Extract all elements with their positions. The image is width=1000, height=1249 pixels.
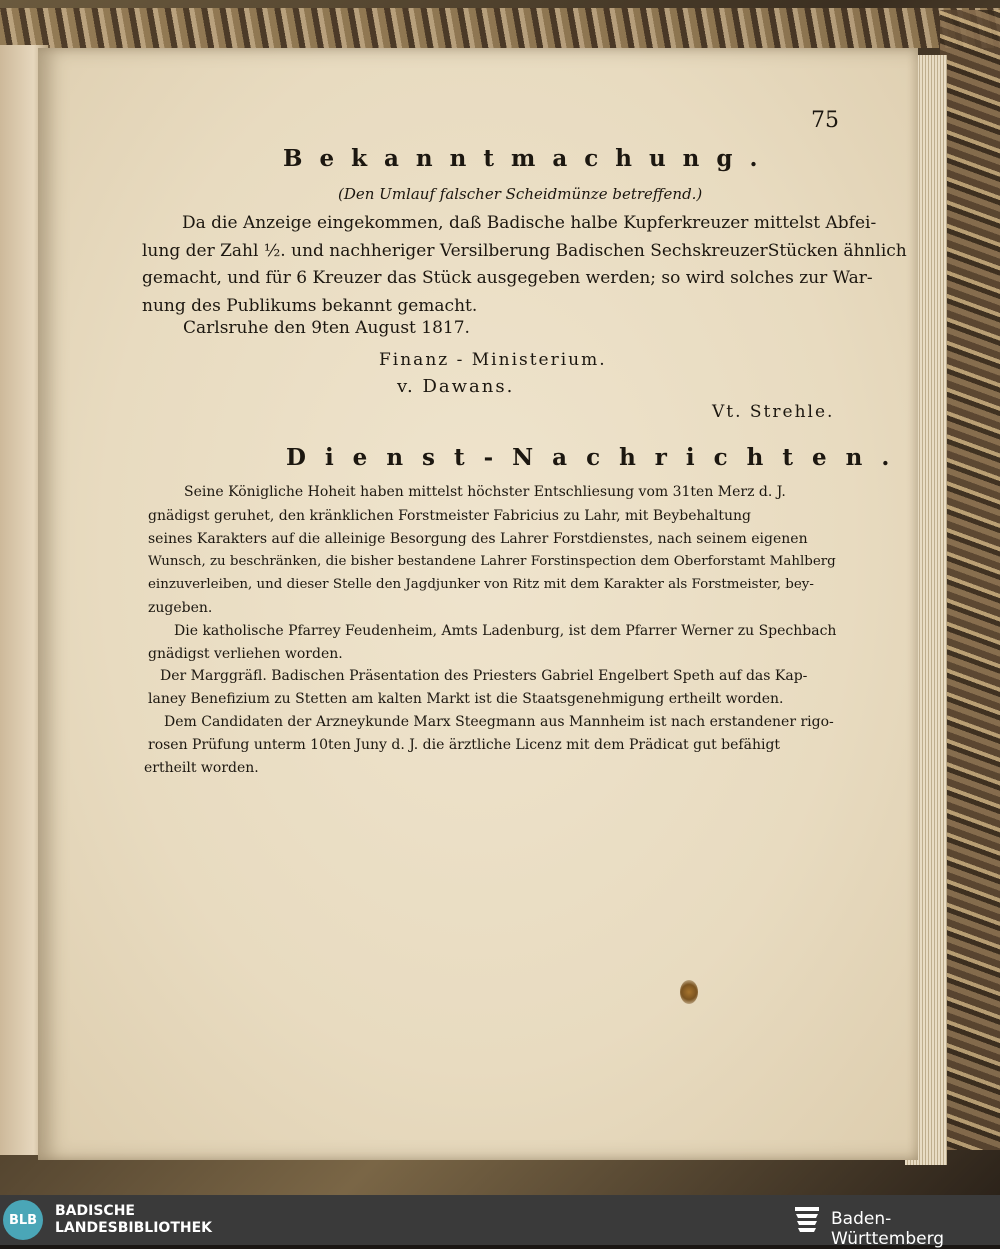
paper-stain: [680, 980, 698, 1004]
countersignature: Vt. Strehle.: [712, 402, 835, 422]
baden-wuerttemberg-emblem-icon: [792, 1203, 822, 1237]
library-name-line2: LANDESBIBLIOTHEK: [55, 1220, 213, 1236]
book-page: [38, 48, 918, 1160]
service-news-line: Der Marggräfl. Badischen Präsentation des Priesters Gabriel Engelbert Speth auf das Kap-: [160, 668, 808, 684]
announcement-line: lung der Zahl ½. und nachheriger Versilberung Badischen SechskreuzerStücken ähnlich: [142, 240, 907, 261]
announcement-line: nung des Publikums bekannt gemacht.: [142, 295, 478, 316]
footer-bar: [0, 1195, 1000, 1249]
service-news-line: Die katholische Pfarrey Feudenheim, Amts Ladenburg, ist dem Pfarrer Werner zu Spechbach: [174, 623, 837, 639]
announcement-body: [142, 210, 907, 320]
service-news-line: Seine Königliche Hoheit haben mittelst höchster Entschliesung vom 31ten Merz d. J.: [184, 484, 786, 500]
place-date: Carlsruhe den 9ten August 1817.: [183, 318, 470, 338]
page-number: 75: [811, 108, 839, 133]
service-news-line: zugeben.: [148, 600, 213, 616]
signature: v. Dawans.: [397, 376, 515, 397]
blb-logo-icon[interactable]: BLB: [3, 1200, 43, 1240]
service-news-line: Dem Candidaten der Arzneykunde Marx Steegmann aus Mannheim ist nach erstandener rigo-: [164, 714, 834, 730]
service-news-line: gnädigst verliehen worden.: [148, 646, 343, 662]
service-news-line: gnädigst geruhet, den kränklichen Forstmeister Fabricius zu Lahr, mit Beybehaltung: [148, 508, 752, 524]
service-news-line: Wunsch, zu beschränken, die bisher bestandene Lahrer Forstinspection dem Oberforstamt Mahlberg: [148, 554, 836, 569]
service-news-line: rosen Prüfung unterm 10ten Juny d. J. die ärztliche Licenz mit dem Prädicat gut befähigt: [148, 737, 781, 753]
service-news-line: laney Benefizium zu Stetten am kalten Markt ist die Staatsgenehmigung ertheilt worden.: [148, 691, 784, 707]
announcement-line: gemacht, und für 6 Kreuzer das Stück ausgegeben werden; so wird solches zur War-: [142, 268, 873, 288]
marbled-cover-top: [0, 8, 1000, 48]
service-news-heading: Dienst-Nachrichten.: [286, 444, 909, 471]
marbled-cover-edge: [940, 10, 1000, 1150]
service-news-line: ertheilt worden.: [144, 760, 259, 776]
announcement-heading: Bekanntmachung.: [283, 145, 775, 172]
service-news-line: seines Karakters auf die alleinige Besorgung des Lahrer Forstdienstes, nach seinem eigenen: [148, 531, 808, 547]
state-name[interactable]: Baden-Württemberg: [831, 1209, 945, 1249]
ministry-name: Finanz - Ministerium.: [379, 350, 607, 370]
library-name[interactable]: [55, 1203, 212, 1237]
service-news-line: einzuverleiben, und dieser Stelle den Jagdjunker von Ritz mit dem Karakter als Forstmeister, bey-: [148, 577, 814, 592]
library-name-line1: BADISCHE: [55, 1203, 135, 1219]
announcement-subheading: (Den Umlauf falscher Scheidmünze betreffend.): [338, 185, 703, 203]
announcement-line: Da die Anzeige eingekommen, daß Badische halbe Kupferkreuzer mittelst Abfei-: [182, 213, 877, 233]
